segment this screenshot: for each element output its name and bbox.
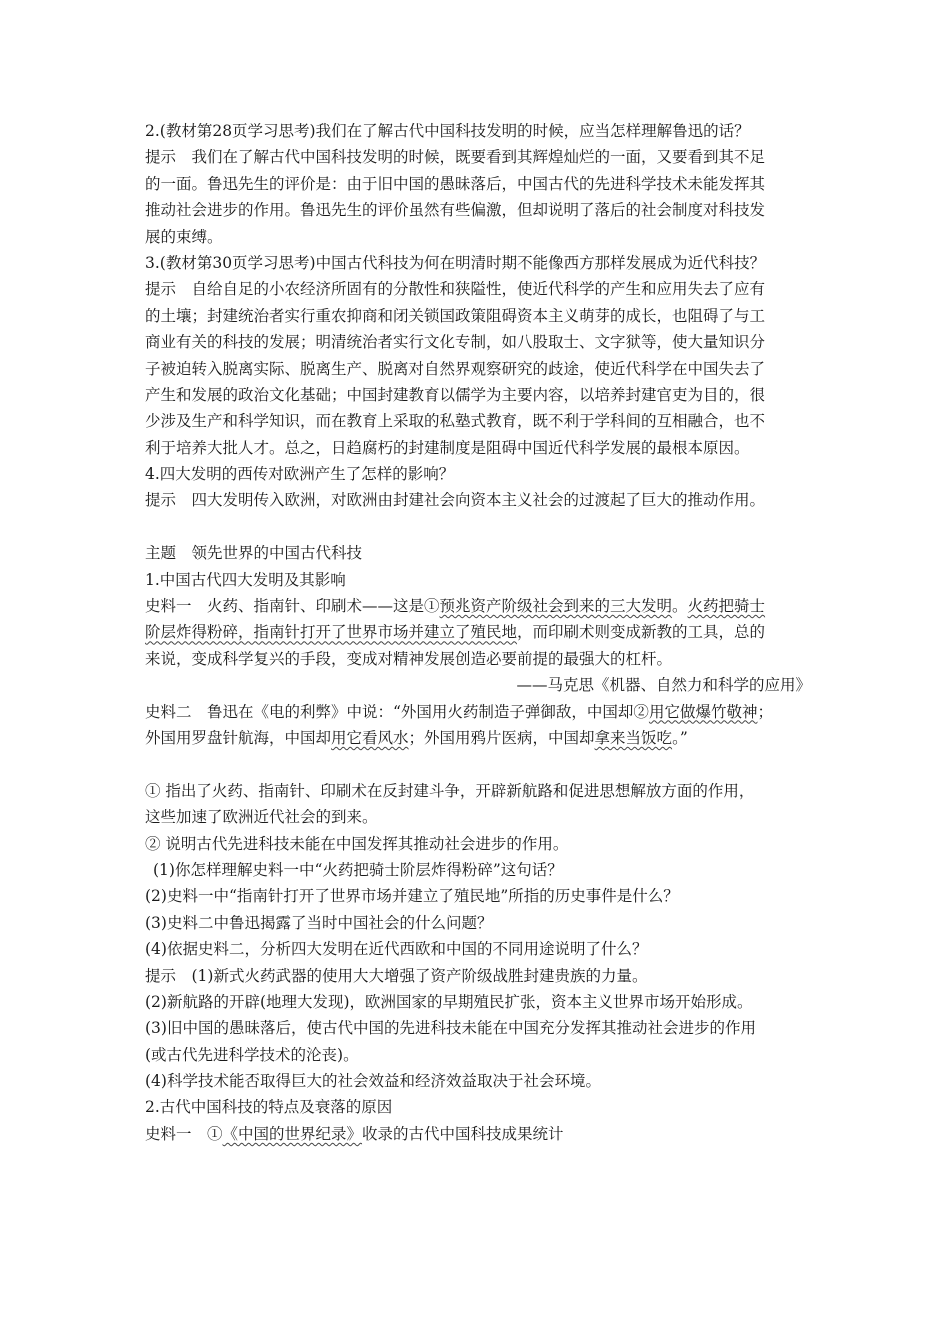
- source-text: 史料一 火药、指南针、印刷术——这是①: [145, 597, 440, 616]
- answer-line: (3)旧中国的愚昧落后，使古代中国的先进科技未能在中国充分发挥其推动社会进步的作用: [145, 1019, 756, 1038]
- source-2-line: [145, 725, 817, 751]
- underlined-text: 拿来当饭吃: [594, 728, 673, 747]
- source-citation: ——马克思《机器、自然力和科学的应用》: [516, 676, 811, 695]
- topic-heading: 主题 领先世界的中国古代科技: [145, 544, 363, 563]
- source-text: 史料一 ①: [145, 1124, 223, 1143]
- answer-line: 提示 四大发明传入欧洲，对欧洲由封建社会向资本主义社会的过渡起了巨大的推动作用。: [145, 491, 766, 510]
- source-text: ，而印刷术则变成新教的工具，总的: [517, 623, 766, 642]
- spacer: [145, 514, 817, 540]
- answer-line: 推动社会进步的作用。鲁迅先生的评价虽然有些偏激，但却说明了落后的社会制度对科技发: [145, 201, 766, 220]
- underlined-text: 预兆资产阶级社会到来的三大发明: [439, 597, 673, 616]
- answer-line: 产生和发展的政治文化基础；中国封建教育以儒学为主要内容，以培养封建官吏为目的，很: [145, 385, 766, 404]
- note-line: 这些加速了欧洲近代社会的到来。: [145, 808, 378, 827]
- answer-line: 利于培养大批人才。总之，日趋腐朽的封建制度是阻碍中国近代科学发展的最根本原因。: [145, 438, 750, 457]
- answer-line: 的土壤；封建统治者实行重农抑商和闭关锁国政策阻碍资本主义萌芽的成长，也阻碍了与工: [145, 306, 766, 325]
- underlined-text: 用它做爆竹敬神: [648, 702, 758, 721]
- source-text: 。: [672, 597, 688, 616]
- question-line: (3)史料二中鲁迅揭露了当时中国社会的什么问题？: [145, 913, 493, 932]
- note-line: ② 说明古代先进科技未能在中国发挥其推动社会进步的作用。: [145, 834, 569, 853]
- subsection-title: 2.古代中国科技的特点及衰落的原因: [145, 1098, 393, 1117]
- answer-line: (4)科学技术能否取得巨大的社会效益和经济效益取决于社会环境。: [145, 1072, 601, 1091]
- answer-line: (或古代先进科学技术的沦丧)。: [145, 1045, 359, 1064]
- source-text: ；: [757, 702, 773, 721]
- spacer: [145, 751, 817, 777]
- answer-line: 展的束缚。: [145, 227, 223, 246]
- question-line: (4)依据史料二，分析四大发明在近代西欧和中国的不同用途说明了什么？: [145, 940, 648, 959]
- question-line: (2)史料一中“指南针打开了世界市场并建立了殖民地”所指的历史事件是什么？: [145, 887, 679, 906]
- underlined-text: 阶层炸得粉碎，指南针打开了世界市场并建立了殖民地: [145, 623, 518, 642]
- underlined-text: 火药把骑士: [687, 597, 766, 616]
- underlined-text: 《中国的世界纪录》: [222, 1124, 363, 1143]
- source-text: ；外国用鸦片医病，中国却: [408, 728, 595, 747]
- source-1-line: 来说，变成科学复兴的手段，变成对精神发展创造必要前提的最强大的杠杆。: [145, 649, 673, 668]
- question-line: (1)你怎样理解史料一中“火药把骑士阶层炸得粉碎”这句话？: [153, 860, 563, 879]
- source-text: 收录的古代中国科技成果统计: [362, 1124, 564, 1143]
- source-line: [145, 1121, 817, 1147]
- source-text: 史料二 鲁迅在《电的利弊》中说：“外国用火药制造子弹御敌，中国却②: [145, 702, 649, 721]
- answer-line: 提示 自给自足的小农经济所固有的分散性和狭隘性，使近代科学的产生和应用失去了应有: [145, 280, 766, 299]
- underlined-text: 用它看风水: [331, 728, 409, 747]
- answer-line: (2)新航路的开辟(地理大发现)，欧洲国家的早期殖民扩张，资本主义世界市场开始形成。: [145, 992, 753, 1011]
- answer-line: 少涉及生产和科学知识，而在教育上采取的私塾式教育，既不利于学科间的互相融合，也不: [145, 412, 766, 431]
- note-line: ① 指出了火药、指南针、印刷术在反封建斗争，开辟新航路和促进思想解放方面的作用，: [145, 781, 755, 800]
- answer-line: 子被迫转入脱离实际、脱离生产、脱离对自然界观察研究的歧途，使近代科学在中国失去了: [145, 359, 766, 378]
- source-2-line: [145, 699, 817, 725]
- source-text: 外国用罗盘针航海，中国却: [145, 728, 332, 747]
- question-3-title: 3.(教材第30页学习思考)中国古代科技为何在明清时期不能像西方那样发展成为近代科技？: [145, 253, 766, 272]
- document-body: [145, 118, 817, 1147]
- question-4-title: 4.四大发明的西传对欧洲产生了怎样的影响？: [145, 465, 455, 484]
- answer-line: 提示 (1)新式火药武器的使用大大增强了资产阶级战胜封建贵族的力量。: [145, 966, 648, 985]
- source-1-line: [145, 593, 817, 619]
- answer-line: 商业有关的科技的发展；明清统治者实行文化专制，如八股取士、文字狱等，使大量知识分: [145, 333, 766, 352]
- answer-line: 的一面。鲁迅先生的评价是：由于旧中国的愚昧落后，中国古代的先进科学技术未能发挥其: [145, 174, 766, 193]
- source-1-line: [145, 619, 817, 645]
- question-2-title: 2.(教材第28页学习思考)我们在了解古代中国科技发明的时候，应当怎样理解鲁迅的话？: [145, 122, 750, 140]
- source-text: 。”: [672, 728, 688, 747]
- answer-line: 提示 我们在了解古代中国科技发明的时候，既要看到其辉煌灿烂的一面，又要看到其不足: [145, 148, 766, 167]
- subsection-title: 1.中国古代四大发明及其影响: [145, 570, 346, 589]
